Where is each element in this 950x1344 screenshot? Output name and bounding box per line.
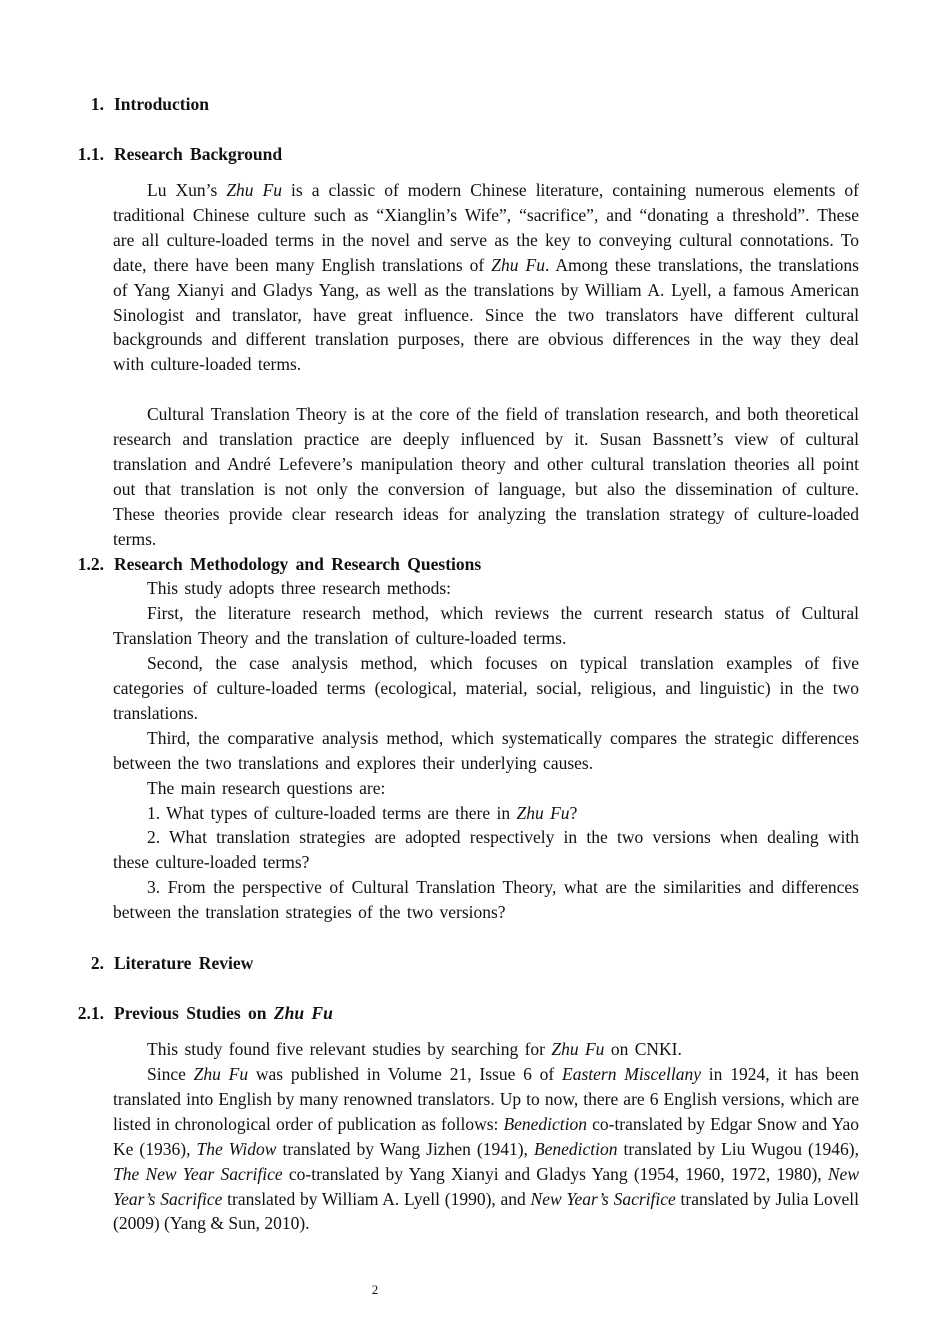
section-number: 1.2.	[77, 554, 104, 574]
paragraph-questions-intro: The main research questions are:	[147, 778, 386, 798]
italic-title: Zhu Fu	[491, 254, 545, 275]
italic-title: Benediction	[533, 1138, 618, 1159]
paragraph-translation-history	[113, 1062, 859, 1236]
italic-title: Zhu Fu	[226, 180, 283, 200]
italic-title: Benediction	[503, 1113, 588, 1134]
paragraph-method-third: Third, the comparative analysis method, which systematically compares the strategic differences between the two translations and explores their underlying causes.	[113, 728, 859, 773]
italic-title: Eastern Miscellany	[562, 1064, 702, 1084]
paragraph-question-3: 3. From the perspective of Cultural Translation Theory, what are the similarities and differences between the translation strategies of the two versions?	[113, 877, 859, 922]
section-number: 1.	[90, 94, 104, 114]
paragraph-question-1	[113, 801, 859, 826]
paragraph-method-second: Second, the case analysis method, which focuses on typical translation examples of five categories of culture-loaded terms (ecological, material, social, religious, and linguistic) in the two translations.	[113, 653, 859, 723]
section-title: Literature Review	[114, 953, 254, 973]
text-run: ?	[569, 803, 578, 823]
italic-title: New Year’s Sacrifice	[530, 1188, 676, 1209]
text-run: translated by William A. Lyell (1990), and	[222, 1188, 531, 1209]
italic-title: Zhu Fu	[193, 1064, 249, 1084]
section-number: 2.1.	[77, 1003, 104, 1023]
text-run: . Among these translations, the translations of Yang Xianyi and Gladys Yang, as well as the translations by William A. Lyell, a famous American Sinologist and translator, have great influence. Since the two translators have different cultural backgrounds and different translation purposes, there are obvious differences in the way they deal with culture-loaded terms.	[113, 254, 859, 375]
text-run: 1. What types of culture-loaded terms are there in	[147, 803, 517, 823]
section-title: Research Background	[114, 144, 283, 164]
italic-title: The Widow	[196, 1138, 277, 1159]
text-run: Lu Xun’s	[147, 180, 227, 200]
text-run: translated by Julia Lovell (2009) (Yang & Sun, 2010).	[113, 1188, 860, 1234]
italic-title: New Year’s Sacrifice	[113, 1163, 859, 1209]
text-run: co-translated by Yang Xianyi and Gladys Yang (1954, 1960, 1972, 1980),	[282, 1163, 828, 1184]
section-title: Introduction	[114, 94, 209, 114]
section-title	[114, 1002, 333, 1024]
text-run: was published in Volume 21, Issue 6 of	[248, 1064, 563, 1084]
text-run: is a classic of modern Chinese literature, containing numerous elements of traditional Chinese culture such as “Xianglin’s Wife”, “sacrifice”, and “donating a threshold”. These are all culture-loaded terms in the novel and serve as the key to conveying cultural connotations. To date, there have been many English translations of	[113, 180, 859, 275]
text-run: in 1924, it has been translated into English by many renowned translators. Up to now, there are 6 English versions, which are listed in chronological order of publication as follows:	[113, 1064, 859, 1134]
italic-title: Zhu Fu	[273, 1003, 333, 1023]
paragraph-method-first: First, the literature research method, which reviews the current research status of Cultural Translation Theory and the translation of culture-loaded terms.	[113, 603, 859, 648]
paragraph-methods-intro: This study adopts three research methods:	[147, 578, 452, 598]
text-run: translated by Liu Wugou (1946),	[617, 1138, 860, 1159]
section-number: 1.1.	[77, 144, 104, 164]
text-run: This study found five relevant studies by searching for	[147, 1039, 552, 1059]
text-run: on CNKI.	[604, 1039, 682, 1059]
paragraph-cnki-search	[113, 1037, 859, 1062]
italic-title: The New Year Sacrifice	[113, 1163, 283, 1184]
page-number: 2	[371, 1282, 379, 1297]
paragraph-question-2: 2. What translation strategies are adopted respectively in the two versions when dealing with these culture-loaded terms?	[113, 827, 859, 872]
text-run: translated by Wang Jizhen (1941),	[276, 1138, 534, 1159]
paragraph-background-2: Cultural Translation Theory is at the core of the field of translation research, and both theoretical research and translation practice are deeply influenced by it. Susan Bassnett’s view of cultural translation and André Lefevere’s manipulation theory and other cultural translation theories all point out that translation is not only the conversion of language, but also the dissemination of culture. These theories provide clear research ideas for analyzing the translation strategy of culture-loaded terms.	[113, 404, 859, 549]
title-text: Previous Studies on	[114, 1003, 274, 1023]
italic-title: Zhu Fu	[551, 1039, 605, 1059]
section-title: Research Methodology and Research Questions	[114, 554, 482, 574]
section-number: 2.	[90, 953, 104, 973]
text-run: co-translated by Edgar Snow and Yao Ke (1936),	[113, 1113, 859, 1159]
italic-title: Zhu Fu	[516, 803, 570, 823]
text-run: Since	[147, 1064, 194, 1084]
paragraph-background-1	[113, 178, 859, 377]
